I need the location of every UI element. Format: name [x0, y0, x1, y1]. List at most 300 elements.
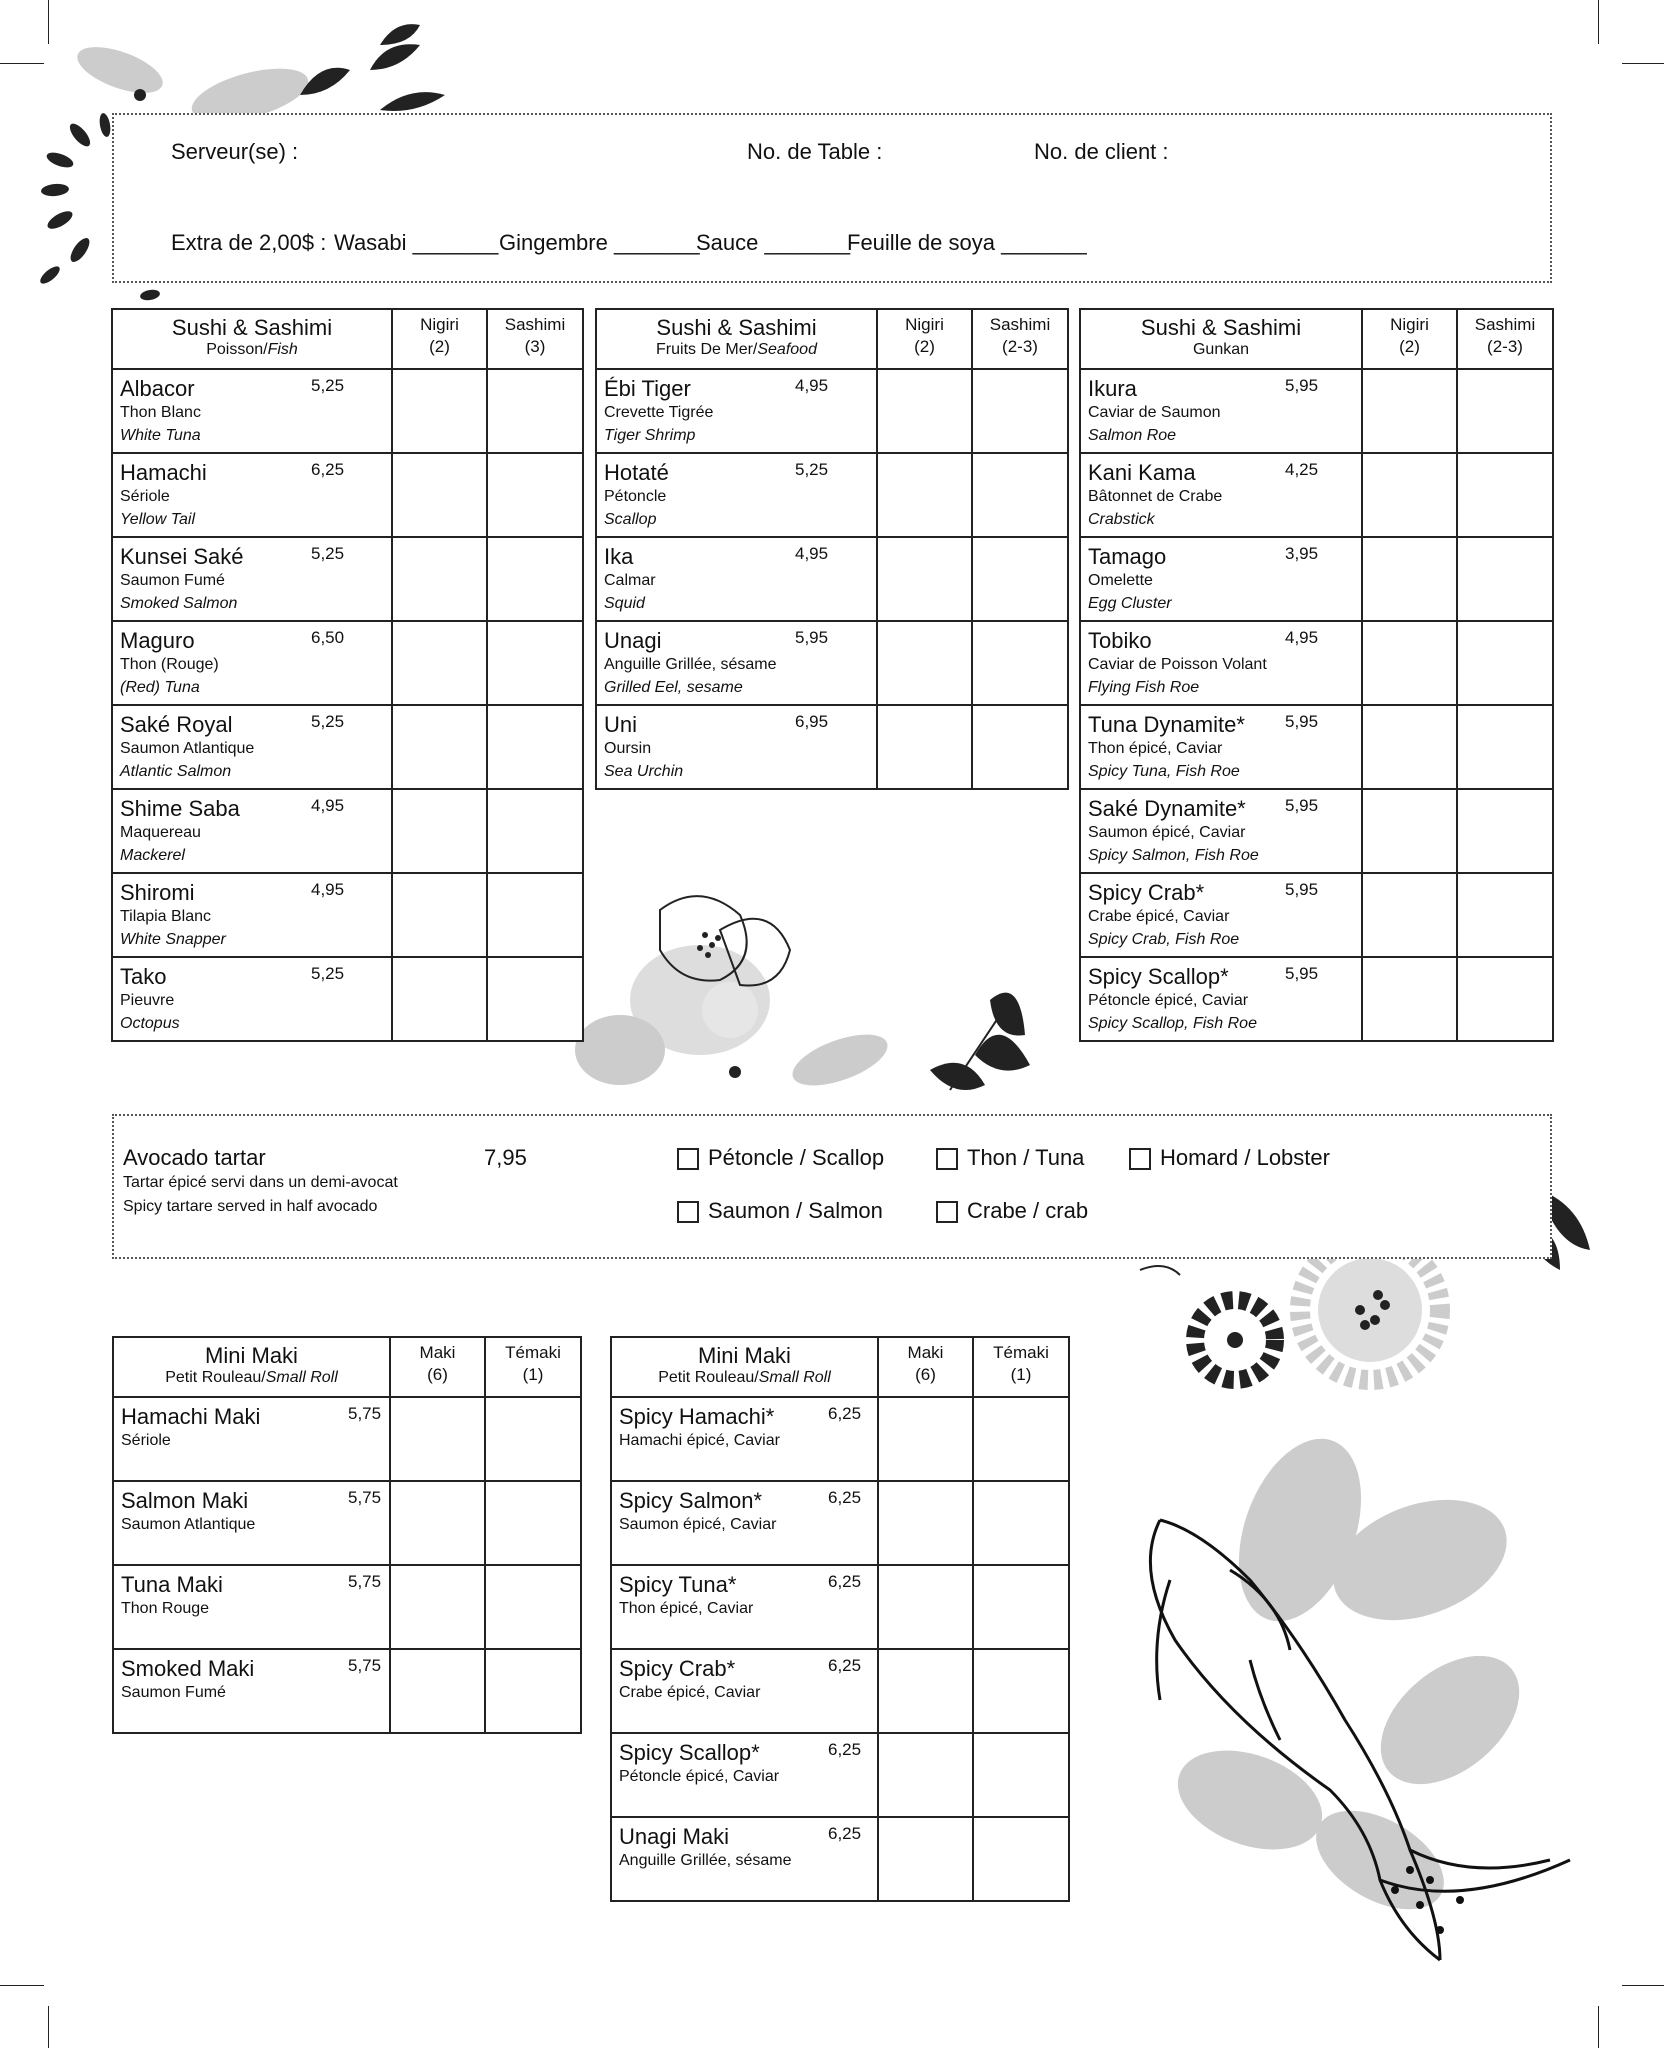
menu-item-row: [611, 1565, 1069, 1649]
item-description-fr: Thon Blanc: [120, 404, 201, 421]
menu-item-cell: [596, 537, 877, 621]
item-description-fr: Sériole: [120, 488, 170, 505]
menu-item-cell: [112, 705, 392, 789]
quantity-cell-2[interactable]: [973, 1397, 1069, 1481]
item-description-en: Mackerel: [120, 847, 185, 864]
menu-item-cell: [112, 957, 392, 1041]
menu-item-row: [112, 957, 583, 1041]
order-info-box: [112, 113, 1552, 283]
item-description-fr: Thon Rouge: [121, 1600, 210, 1617]
item-description-en: Smoked Salmon: [120, 595, 238, 612]
quantity-cell-2[interactable]: [485, 1649, 581, 1733]
item-name: Salmon Maki: [121, 1488, 249, 1513]
quantity-cell-2[interactable]: [972, 453, 1068, 537]
quantity-cell-1[interactable]: [392, 873, 487, 957]
column-header-2: [1457, 309, 1553, 369]
quantity-cell-2[interactable]: [973, 1649, 1069, 1733]
menu-item-row: [113, 1481, 581, 1565]
koi-fish: [1150, 1520, 1570, 1960]
item-description-fr: Anguille Grillée, sésame: [619, 1852, 792, 1869]
quantity-cell-1[interactable]: [1362, 705, 1457, 789]
item-name: Tobiko: [1088, 628, 1152, 653]
quantity-cell-2[interactable]: [1457, 957, 1553, 1041]
section-subtitle-fr: Petit Rouleau/: [165, 1369, 266, 1386]
quantity-cell-1[interactable]: [392, 369, 487, 453]
checkbox-crabe[interactable]: [936, 1201, 958, 1223]
section-title: Sushi & Sashimi: [1140, 315, 1302, 340]
option-petoncle-label: Pétoncle / Scallop: [708, 1145, 885, 1170]
quantity-cell-1[interactable]: [390, 1565, 485, 1649]
item-name: Saké Royal: [120, 712, 233, 737]
item-price: 6,50: [311, 628, 345, 647]
item-description-fr: Crevette Tigrée: [604, 404, 714, 421]
menu-item-row: [112, 789, 583, 873]
menu-item-row: [112, 705, 583, 789]
table-header-row: [112, 309, 583, 369]
checkbox-thon[interactable]: [936, 1148, 958, 1170]
column-header-1-qty: (6): [915, 1365, 936, 1384]
quantity-cell-2[interactable]: [1457, 453, 1553, 537]
quantity-cell-2[interactable]: [487, 873, 583, 957]
column-header-1-name: Maki: [907, 1343, 944, 1362]
quantity-cell-2[interactable]: [1457, 369, 1553, 453]
menu-item-row: [112, 873, 583, 957]
item-name: Unagi Maki: [619, 1824, 730, 1849]
quantity-cell-1[interactable]: [1362, 789, 1457, 873]
item-description-fr: Saumon Fumé: [120, 572, 225, 589]
avocado-tartar-price: 7,95: [484, 1145, 527, 1170]
menu-item-cell: [611, 1817, 878, 1901]
mini-maki-table-2: [610, 1336, 1070, 1902]
menu-item-row: [1080, 453, 1553, 537]
avocado-tartar-box: [112, 1114, 1552, 1259]
item-description-fr: Saumon épicé, Caviar: [1088, 824, 1246, 841]
column-header-2-name: Sashimi: [989, 315, 1051, 334]
item-name: Smoked Maki: [121, 1656, 255, 1681]
item-price: 4,25: [1285, 460, 1319, 479]
section-subtitle: [612, 1368, 877, 1388]
item-name: Spicy Tuna*: [619, 1572, 737, 1597]
item-name: Hotaté: [604, 460, 669, 485]
column-header-2: [973, 1337, 1069, 1397]
menu-item-row: [1080, 621, 1553, 705]
crop-mark: [1598, 2006, 1599, 2048]
column-header-1-qty: (2): [1399, 337, 1420, 356]
quantity-cell-2[interactable]: [487, 789, 583, 873]
extra-wasabi[interactable]: Wasabi _______: [334, 230, 499, 255]
quantity-cell-1[interactable]: [1362, 873, 1457, 957]
item-description-fr: Calmar: [604, 572, 656, 589]
option-thon-label: Thon / Tuna: [967, 1145, 1085, 1170]
section-subtitle: [597, 340, 876, 360]
table-number-label: No. de Table :: [747, 139, 883, 164]
section-subtitle-fr: Petit Rouleau/: [658, 1369, 759, 1386]
column-header-2-name: Témaki: [505, 1343, 561, 1362]
column-header-1-name: Nigiri: [420, 315, 459, 334]
column-header-1: [877, 309, 972, 369]
quantity-cell-1[interactable]: [392, 621, 487, 705]
item-name: Spicy Hamachi*: [619, 1404, 775, 1429]
item-price: 4,95: [311, 880, 345, 899]
quantity-cell-1[interactable]: [1362, 621, 1457, 705]
column-header-1-qty: (2): [914, 337, 935, 356]
item-description-fr: Omelette: [1088, 572, 1153, 589]
item-price: 6,25: [311, 460, 345, 479]
quantity-cell-2[interactable]: [973, 1481, 1069, 1565]
section-subtitle-en: Small Roll: [758, 1369, 831, 1386]
quantity-cell-1[interactable]: [1362, 453, 1457, 537]
quantity-cell-2[interactable]: [485, 1565, 581, 1649]
item-name: Albacor: [120, 376, 195, 401]
item-description-fr: Bâtonnet de Crabe: [1088, 488, 1223, 505]
item-description-en: Scallop: [604, 511, 657, 528]
menu-item-cell: [611, 1649, 878, 1733]
item-price: 5,25: [311, 376, 345, 395]
menu-item-row: [611, 1481, 1069, 1565]
menu-item-cell: [596, 621, 877, 705]
item-name: Spicy Scallop*: [1088, 964, 1229, 989]
section-title-cell: [611, 1337, 878, 1397]
quantity-cell-1[interactable]: [1362, 537, 1457, 621]
item-price: 5,75: [348, 1656, 382, 1675]
item-price: 5,25: [795, 460, 829, 479]
item-description-en: Spicy Crab, Fish Roe: [1088, 931, 1240, 948]
quantity-cell-2[interactable]: [1457, 705, 1553, 789]
column-header-2-qty: (2-3): [1487, 337, 1523, 356]
item-price: 5,95: [795, 628, 829, 647]
quantity-cell-1[interactable]: [392, 537, 487, 621]
menu-item-row: [1080, 537, 1553, 621]
quantity-cell-2[interactable]: [972, 369, 1068, 453]
section-subtitle-en: Seafood: [757, 341, 817, 358]
column-header-2: [487, 309, 583, 369]
menu-item-cell: [1080, 621, 1362, 705]
quantity-cell-2[interactable]: [972, 621, 1068, 705]
item-description-en: Flying Fish Roe: [1088, 679, 1200, 696]
menu-item-row: [112, 369, 583, 453]
item-description-fr: Saumon Atlantique: [121, 1516, 256, 1533]
item-description-en: (Red) Tuna: [120, 679, 200, 696]
sushi-gunkan-table: [1079, 308, 1554, 1042]
item-price: 4,95: [1285, 628, 1319, 647]
item-price: 6,25: [828, 1740, 862, 1759]
item-price: 5,25: [311, 544, 345, 563]
crop-mark: [1598, 0, 1599, 44]
item-name: Ika: [604, 544, 634, 569]
section-subtitle-fr: Poisson/: [206, 341, 268, 358]
quantity-cell-1[interactable]: [878, 1817, 973, 1901]
menu-item-row: [1080, 873, 1553, 957]
quantity-cell-2[interactable]: [972, 705, 1068, 789]
menu-item-cell: [1080, 957, 1362, 1041]
item-description-fr: Caviar de Poisson Volant: [1088, 656, 1267, 673]
item-description-fr: Crabe épicé, Caviar: [619, 1684, 761, 1701]
quantity-cell-2[interactable]: [485, 1481, 581, 1565]
extra-feuille-de-soya[interactable]: Feuille de soya _______: [847, 230, 1087, 255]
menu-item-cell: [1080, 705, 1362, 789]
menu-item-row: [113, 1649, 581, 1733]
item-name: Kunsei Saké: [120, 544, 244, 569]
quantity-cell-1[interactable]: [877, 537, 972, 621]
item-price: 6,25: [828, 1824, 862, 1843]
item-description-en: Spicy Salmon, Fish Roe: [1088, 847, 1259, 864]
quantity-cell-1[interactable]: [390, 1397, 485, 1481]
item-price: 6,25: [828, 1404, 862, 1423]
menu-item-row: [611, 1817, 1069, 1901]
column-header-1: [392, 309, 487, 369]
sushi-poisson-table: [111, 308, 584, 1042]
menu-item-row: [611, 1649, 1069, 1733]
menu-item-row: [596, 453, 1068, 537]
quantity-cell-1[interactable]: [390, 1649, 485, 1733]
table-header-row: [596, 309, 1068, 369]
item-price: 5,75: [348, 1488, 382, 1507]
option-crabe-label: Crabe / crab: [967, 1198, 1089, 1223]
item-description-en: White Tuna: [120, 427, 201, 444]
menu-item-cell: [1080, 873, 1362, 957]
item-price: 5,95: [1285, 712, 1319, 731]
menu-item-cell: [596, 369, 877, 453]
section-title-cell: [112, 309, 392, 369]
item-description-fr: Saumon épicé, Caviar: [619, 1516, 777, 1533]
menu-item-cell: [113, 1481, 390, 1565]
menu-item-cell: [611, 1565, 878, 1649]
quantity-cell-1[interactable]: [878, 1733, 973, 1817]
menu-item-cell: [1080, 369, 1362, 453]
menu-item-row: [112, 621, 583, 705]
item-description-en: Grilled Eel, sesame: [604, 679, 743, 696]
menu-item-cell: [1080, 537, 1362, 621]
table-header-row: [113, 1337, 581, 1397]
menu-item-row: [1080, 369, 1553, 453]
section-title: Sushi & Sashimi: [171, 315, 333, 340]
item-description-fr: Maquereau: [120, 824, 201, 841]
menu-item-row: [113, 1397, 581, 1481]
menu-item-row: [611, 1733, 1069, 1817]
crop-mark: [0, 1985, 44, 1986]
item-description-fr: Thon (Rouge): [120, 656, 219, 673]
table-header-row: [611, 1337, 1069, 1397]
section-title: Mini Maki: [698, 1343, 791, 1368]
checkbox-saumon[interactable]: [677, 1201, 699, 1223]
column-header-2-name: Sashimi: [1474, 315, 1536, 334]
item-name: Tuna Dynamite*: [1088, 712, 1245, 737]
menu-item-row: [112, 537, 583, 621]
item-name: Tuna Maki: [121, 1572, 223, 1597]
item-description-fr: Tilapia Blanc: [120, 908, 212, 925]
item-name: Saké Dynamite*: [1088, 796, 1246, 821]
menu-item-row: [1080, 789, 1553, 873]
quantity-cell-1[interactable]: [877, 621, 972, 705]
item-name: Spicy Scallop*: [619, 1740, 760, 1765]
item-price: 3,95: [1285, 544, 1319, 563]
item-description-en: Squid: [604, 595, 645, 612]
column-header-2-name: Témaki: [993, 1343, 1049, 1362]
quantity-cell-1[interactable]: [877, 453, 972, 537]
item-description-en: Salmon Roe: [1088, 427, 1177, 444]
section-title: Sushi & Sashimi: [656, 315, 817, 340]
quantity-cell-2[interactable]: [487, 957, 583, 1041]
item-description-en: Octopus: [120, 1015, 180, 1032]
quantity-cell-1[interactable]: [877, 369, 972, 453]
table-header-row: [1080, 309, 1553, 369]
column-header-2-name: Sashimi: [504, 315, 566, 334]
avocado-tartar-fr: Tartar épicé servi dans un demi-avocat: [123, 1174, 398, 1191]
item-description-fr: Hamachi épicé, Caviar: [619, 1432, 780, 1449]
item-name: Tamago: [1088, 544, 1167, 569]
item-description-fr: Oursin: [604, 740, 652, 757]
item-name: Kani Kama: [1088, 460, 1196, 485]
quantity-cell-2[interactable]: [485, 1397, 581, 1481]
quantity-cell-1[interactable]: [878, 1397, 973, 1481]
item-name: Ébi Tiger: [604, 376, 691, 401]
item-price: 6,25: [828, 1656, 862, 1675]
menu-item-cell: [112, 873, 392, 957]
quantity-cell-2[interactable]: [487, 453, 583, 537]
quantity-cell-2[interactable]: [1457, 789, 1553, 873]
section-subtitle-fr: Gunkan: [1192, 341, 1250, 358]
quantity-cell-1[interactable]: [392, 453, 487, 537]
quantity-cell-1[interactable]: [392, 789, 487, 873]
quantity-cell-1[interactable]: [390, 1481, 485, 1565]
item-price: 6,25: [828, 1488, 862, 1507]
menu-item-cell: [112, 369, 392, 453]
item-description-en: Yellow Tail: [120, 511, 196, 528]
item-name: Hamachi Maki: [121, 1404, 261, 1429]
item-name: Hamachi: [120, 460, 207, 485]
item-price: 5,95: [1285, 796, 1319, 815]
item-name: Ikura: [1088, 376, 1137, 401]
quantity-cell-1[interactable]: [1362, 369, 1457, 453]
crop-mark: [48, 0, 49, 44]
quantity-cell-2[interactable]: [487, 369, 583, 453]
quantity-cell-2[interactable]: [1457, 873, 1553, 957]
quantity-cell-1[interactable]: [878, 1565, 973, 1649]
quantity-cell-2[interactable]: [973, 1565, 1069, 1649]
item-description-en: Crabstick: [1088, 511, 1155, 528]
column-header-1: [878, 1337, 973, 1397]
section-subtitle-en: Small Roll: [265, 1369, 338, 1386]
item-price: 6,25: [828, 1572, 862, 1591]
item-price: 6,95: [795, 712, 829, 731]
menu-item-row: [596, 537, 1068, 621]
section-subtitle-en: Fish: [267, 341, 298, 358]
column-header-1: [1362, 309, 1457, 369]
column-header-2-qty: (1): [1010, 1365, 1032, 1384]
column-header-2-qty: (1): [522, 1365, 544, 1384]
avocado-tartar-en: Spicy tartare served in half avocado: [123, 1198, 378, 1215]
item-name: Tako: [120, 964, 167, 989]
quantity-cell-1[interactable]: [392, 957, 487, 1041]
item-price: 4,95: [795, 376, 829, 395]
quantity-cell-2[interactable]: [973, 1733, 1069, 1817]
menu-item-row: [1080, 957, 1553, 1041]
section-title: Mini Maki: [205, 1343, 298, 1368]
quantity-cell-2[interactable]: [487, 621, 583, 705]
item-description-fr: Pétoncle: [604, 488, 667, 505]
menu-item-cell: [611, 1733, 878, 1817]
quantity-cell-2[interactable]: [487, 537, 583, 621]
menu-item-cell: [611, 1397, 878, 1481]
item-description-fr: Thon épicé, Caviar: [1088, 740, 1223, 757]
extra-sauce[interactable]: Sauce _______: [696, 230, 851, 255]
menu-item-cell: [113, 1565, 390, 1649]
item-name: Spicy Salmon*: [619, 1488, 763, 1513]
crop-mark: [0, 63, 44, 64]
menu-item-cell: [596, 453, 877, 537]
section-subtitle: [1081, 340, 1361, 360]
menu-item-cell: [596, 705, 877, 789]
item-price: 5,75: [348, 1404, 382, 1423]
menu-item-row: [1080, 705, 1553, 789]
quantity-cell-1[interactable]: [1362, 957, 1457, 1041]
column-header-1-name: Nigiri: [905, 315, 944, 334]
item-price: 5,95: [1285, 376, 1319, 395]
item-description-fr: Saumon Atlantique: [120, 740, 255, 757]
item-price: 5,25: [311, 712, 345, 731]
item-price: 4,95: [795, 544, 829, 563]
column-header-1-name: Nigiri: [1390, 315, 1429, 334]
quantity-cell-2[interactable]: [973, 1817, 1069, 1901]
column-header-2: [485, 1337, 581, 1397]
avocado-tartar-name: Avocado tartar: [123, 1145, 266, 1170]
item-description-fr: Caviar de Saumon: [1088, 404, 1221, 421]
column-header-2: [972, 309, 1068, 369]
column-header-2-qty: (3): [524, 337, 546, 356]
menu-item-row: [112, 453, 583, 537]
extra-label: Extra de 2,00$ :: [171, 230, 327, 255]
item-name: Spicy Crab*: [1088, 880, 1205, 905]
quantity-cell-2[interactable]: [1457, 621, 1553, 705]
quantity-cell-2[interactable]: [487, 705, 583, 789]
item-name: Shiromi: [120, 880, 195, 905]
menu-item-row: [596, 705, 1068, 789]
menu-item-cell: [113, 1649, 390, 1733]
menu-item-cell: [112, 621, 392, 705]
menu-item-row: [596, 369, 1068, 453]
column-header-1-qty: (2): [429, 337, 450, 356]
item-name: Spicy Crab*: [619, 1656, 736, 1681]
menu-item-cell: [112, 789, 392, 873]
extra-gingembre[interactable]: Gingembre _______: [499, 230, 700, 255]
checkbox-petoncle[interactable]: [677, 1148, 699, 1170]
item-name: Shime Saba: [120, 796, 240, 821]
option-homard-label: Homard / Lobster: [1160, 1145, 1330, 1170]
item-price: 5,95: [1285, 964, 1319, 983]
column-header-1: [390, 1337, 485, 1397]
column-header-2-qty: (2-3): [1002, 337, 1038, 356]
item-description-en: White Snapper: [120, 931, 226, 948]
quantity-cell-1[interactable]: [392, 705, 487, 789]
quantity-cell-1[interactable]: [878, 1649, 973, 1733]
section-title-cell: [596, 309, 877, 369]
item-description-en: Spicy Tuna, Fish Roe: [1088, 763, 1240, 780]
item-description-fr: Pétoncle épicé, Caviar: [619, 1768, 780, 1785]
section-subtitle: [113, 340, 391, 360]
item-description-en: Tiger Shrimp: [604, 427, 696, 444]
item-description-en: Egg Cluster: [1088, 595, 1172, 612]
column-header-1-qty: (6): [427, 1365, 448, 1384]
item-name: Maguro: [120, 628, 195, 653]
item-name: Uni: [604, 712, 638, 737]
quantity-cell-1[interactable]: [878, 1481, 973, 1565]
quantity-cell-2[interactable]: [1457, 537, 1553, 621]
checkbox-homard[interactable]: [1129, 1148, 1151, 1170]
quantity-cell-1[interactable]: [877, 705, 972, 789]
sushi-seafood-table: [595, 308, 1069, 790]
item-description-fr: Saumon Fumé: [121, 1684, 226, 1701]
quantity-cell-2[interactable]: [972, 537, 1068, 621]
